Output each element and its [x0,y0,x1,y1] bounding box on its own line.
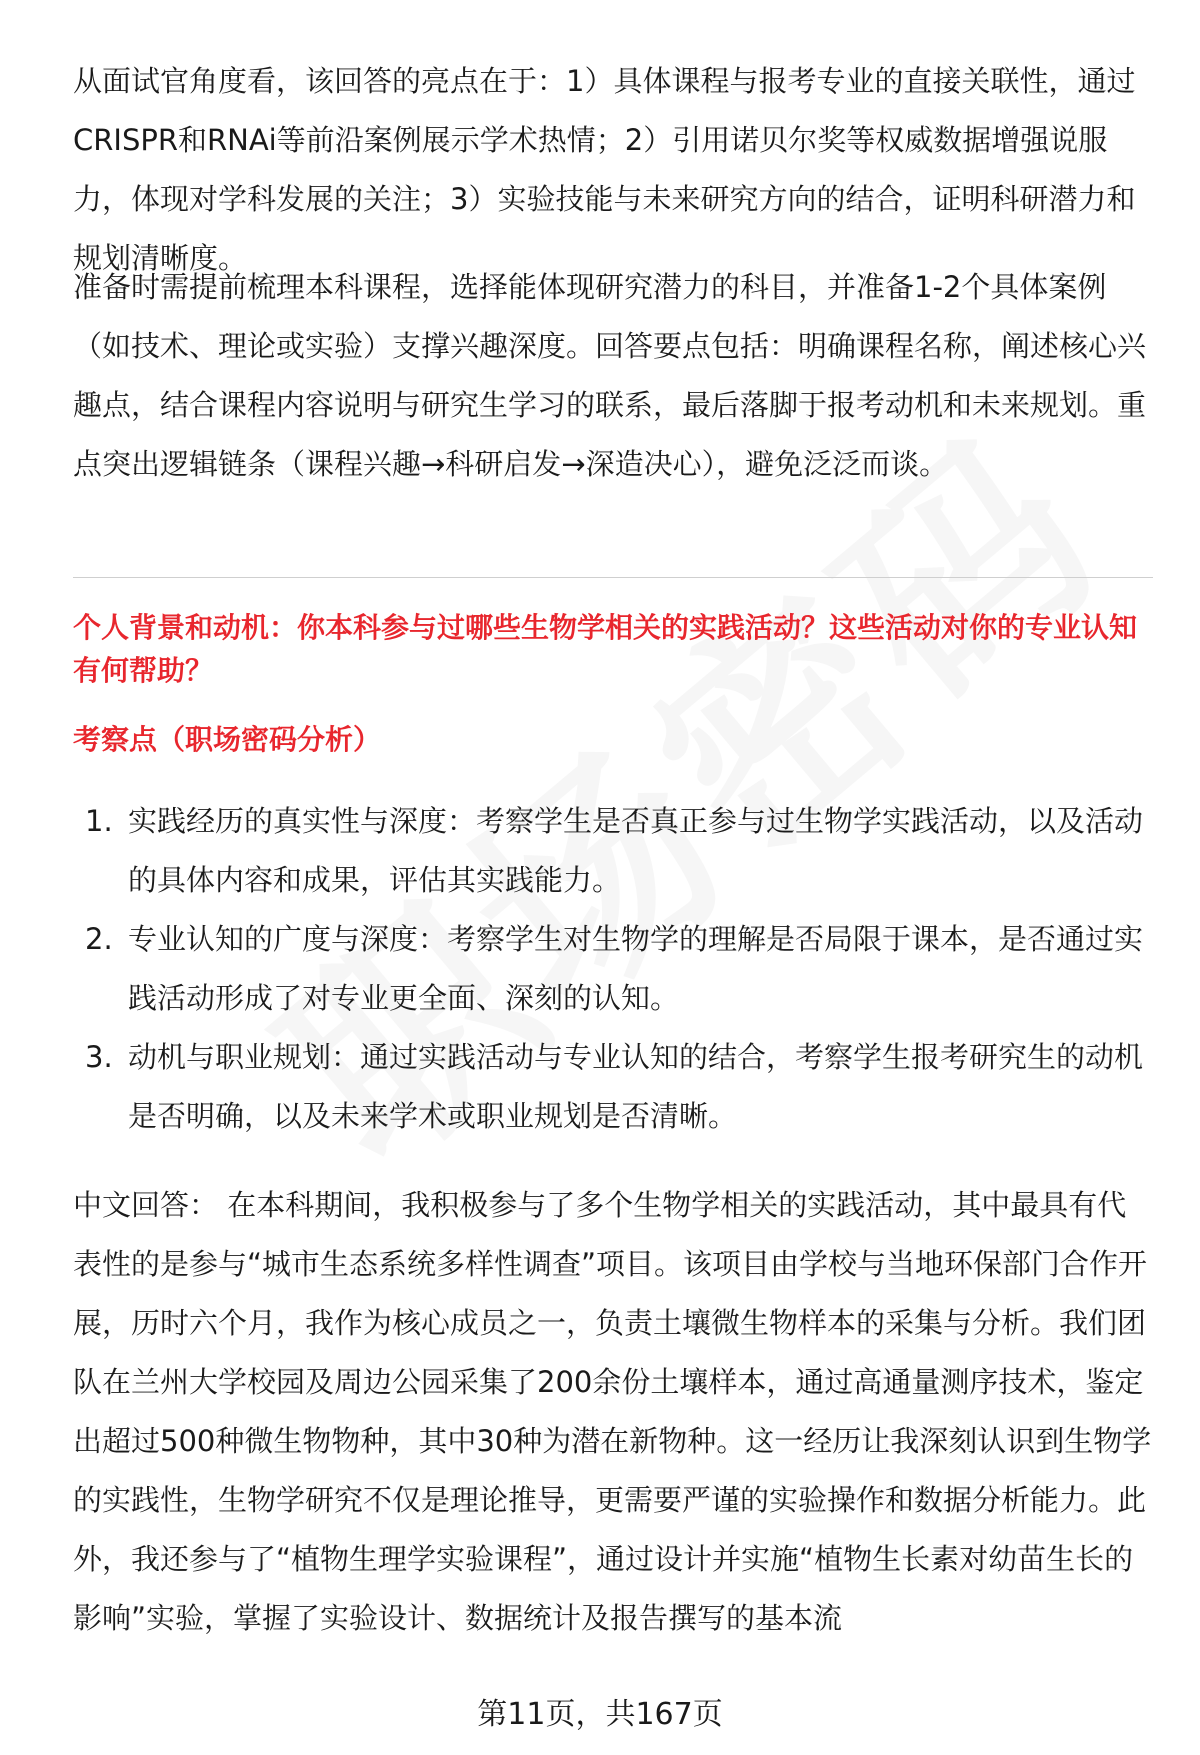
paragraph-interviewer-view: 从面试官角度看，该回答的亮点在于：1）具体课程与报考专业的直接关联性，通过CRISPR和RNAi等前沿案例展示学术热情；2）引用诺贝尔奖等权威数据增强说服力，体现对学科发展的关注；3）实验技能与未来研究方向的结合，证明科研潜力和规划清晰度。 [73,64,1136,275]
list-text: 专业认知的广度与深度：考察学生对生物学的理解是否局限于课本，是否通过实践活动形成了对专业更全面、深刻的认知。 [128,922,1144,1015]
list-number: 3. [85,1040,113,1074]
list-text: 实践经历的真实性与深度：考察学生是否真正参与过生物学实践活动，以及活动的具体内容和成果，评估其实践能力。 [128,804,1144,897]
section-divider [73,577,1153,578]
list-item [73,1028,1153,1146]
list-number: 2. [85,922,113,956]
section-title: 考察点（职场密码分析） [73,723,382,756]
question-heading: 个人背景和动机：你本科参与过哪些生物学相关的实践活动？这些活动对你的专业认知有何帮助？ [73,611,1138,687]
answer-paragraph: 中文回答： 在本科期间，我积极参与了多个生物学相关的实践活动，其中最具有代表性的是参与“城市生态系统多样性调查”项目。该项目由学校与当地环保部门合作开展，历时六个月，我作为核心成员之一，负责土壤微生物样本的采集与分析。我们团队在兰州大学校园及周边公园采集了200余份土壤样本，通过高通量测序技术，鉴定出超过500种微生物物种，其中30种为潜在新物种。这一经历让我深刻认识到生物学的实践性，生物学研究不仅是理论推导，更需要严谨的实验操作和数据分析能力。此外，我还参与了“植物生理学实验课程”，通过设计并实施“植物生长素对幼苗生长的影响”实验，掌握了实验设计、数据统计及报告撰写的基本流 [73,1188,1152,1635]
list-item [73,792,1153,910]
list-item [73,910,1153,1028]
paragraph-preparation: 准备时需提前梳理本科课程，选择能体现研究潜力的科目，并准备1-2个具体案例（如技术、理论或实验）支撑兴趣深度。回答要点包括：明确课程名称，阐述核心兴趣点，结合课程内容说明与研究生学习的联系，最后落脚于报考动机和未来规划。重点突出逻辑链条（课程兴趣→科研启发→深造决心），避免泛泛而谈。 [73,270,1147,481]
list-number: 1. [85,804,113,838]
page-number: 第11页，共167页 [477,1697,723,1732]
list-text: 动机与职业规划：通过实践活动与专业认知的结合，考察学生报考研究生的动机是否明确，以及未来学术或职业规划是否清晰。 [128,1040,1144,1133]
